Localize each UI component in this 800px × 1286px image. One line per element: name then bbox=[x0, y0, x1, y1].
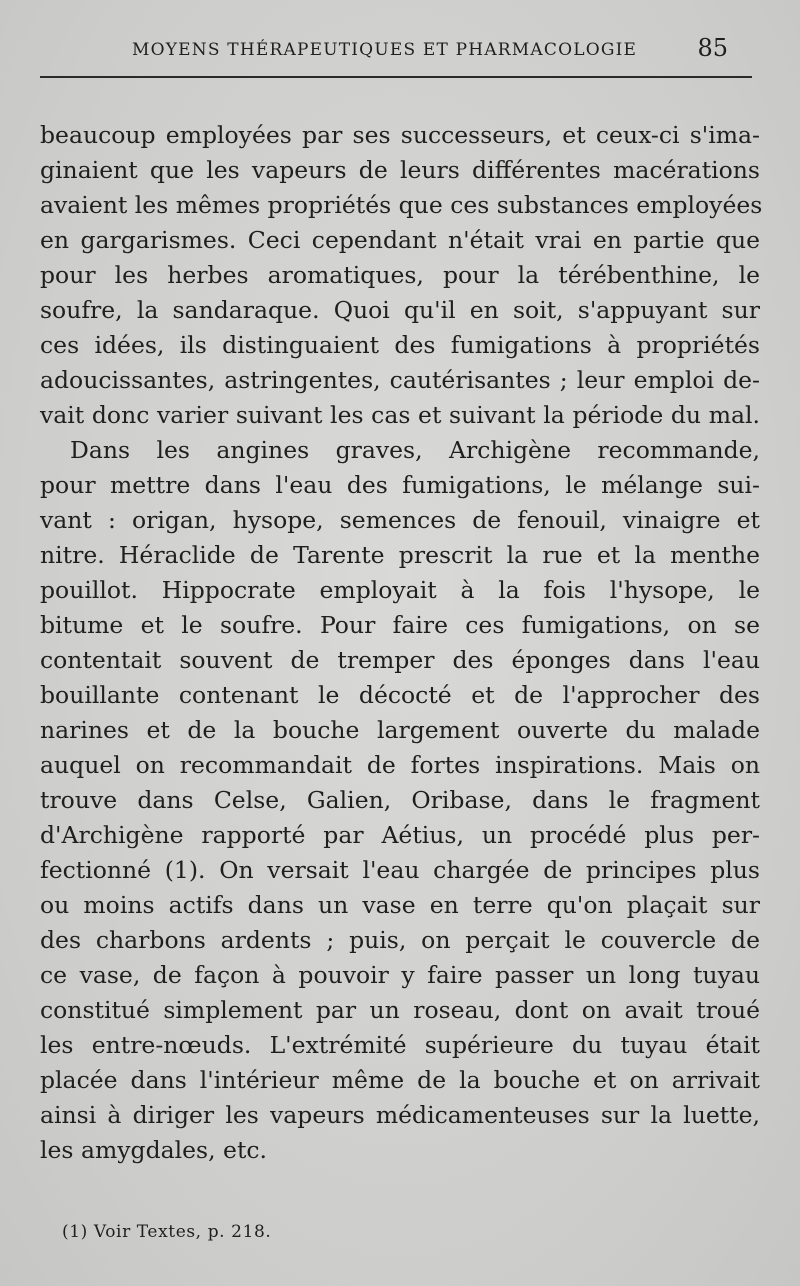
text-line: adoucissantes, astringentes, cautérisantes ; leur emploi de- bbox=[40, 366, 760, 394]
paragraph-2 bbox=[40, 433, 760, 1168]
text-line: trouve dans Celse, Galien, Oribase, dans le fragment bbox=[40, 786, 760, 814]
text-line: ginaient que les vapeurs de leurs différentes macérations bbox=[40, 156, 760, 184]
text-line: pour mettre dans l'eau des fumigations, le mélange sui- bbox=[40, 471, 760, 499]
text-line: contentait souvent de tremper des éponges dans l'eau bbox=[40, 646, 760, 674]
text-line: pouillot. Hippocrate employait à la fois l'hysope, le bbox=[40, 576, 760, 604]
text-line: constitué simplement par un roseau, dont on avait troué bbox=[40, 996, 760, 1024]
footnote: (1) Voir Textes, p. 218. bbox=[62, 1222, 272, 1242]
paragraph-1 bbox=[40, 118, 763, 433]
text-line: fectionné (1). On versait l'eau chargée de principes plus bbox=[40, 856, 760, 884]
text-line: les entre-nœuds. L'extrémité supérieure du tuyau était bbox=[40, 1031, 760, 1059]
text-line: pour les herbes aromatiques, pour la térébenthine, le bbox=[40, 261, 760, 289]
page-number: 85 bbox=[697, 34, 728, 62]
text-line: beaucoup employées par ses successeurs, et ceux-ci s'ima- bbox=[40, 121, 760, 149]
text-line: en gargarismes. Ceci cependant n'était vrai en partie que bbox=[40, 226, 760, 254]
text-line: Dans les angines graves, Archigène recommande, bbox=[70, 436, 760, 464]
text-line: soufre, la sandaraque. Quoi qu'il en soit, s'appuyant sur bbox=[40, 296, 760, 324]
text-line: d'Archigène rapporté par Aétius, un procédé plus per- bbox=[40, 821, 760, 849]
text-line: ou moins actifs dans un vase en terre qu'on plaçait sur bbox=[40, 891, 760, 919]
text-line: ces idées, ils distinguaient des fumigations à propriétés bbox=[40, 331, 760, 359]
text-line: nitre. Héraclide de Tarente prescrit la rue et la menthe bbox=[40, 541, 760, 569]
text-line: placée dans l'intérieur même de la bouche et on arrivait bbox=[40, 1066, 760, 1094]
text-line: ce vase, de façon à pouvoir y faire passer un long tuyau bbox=[40, 961, 760, 989]
text-line: narines et de la bouche largement ouverte du malade bbox=[40, 716, 760, 744]
text-line: des charbons ardents ; puis, on perçait le couvercle de bbox=[40, 926, 760, 954]
text-line: vant : origan, hysope, semences de fenouil, vinaigre et bbox=[40, 506, 760, 534]
text-line: vait donc varier suivant les cas et suivant la période du mal. bbox=[40, 401, 760, 429]
header-rule bbox=[40, 76, 752, 78]
text-line: avaient les mêmes propriétés que ces substances employées bbox=[40, 191, 763, 219]
text-line: bitume et le soufre. Pour faire ces fumigations, on se bbox=[40, 611, 760, 639]
body-text bbox=[40, 118, 763, 1168]
running-title: MOYENS THÉRAPEUTIQUES ET PHARMACOLOGIE bbox=[132, 40, 638, 60]
page-header bbox=[40, 34, 760, 68]
text-line: ainsi à diriger les vapeurs médicamenteuses sur la luette, bbox=[40, 1101, 760, 1129]
text-line: les amygdales, etc. bbox=[40, 1136, 268, 1164]
text-line: auquel on recommandait de fortes inspirations. Mais on bbox=[40, 751, 760, 779]
text-line: bouillante contenant le décocté et de l'approcher des bbox=[40, 681, 760, 709]
